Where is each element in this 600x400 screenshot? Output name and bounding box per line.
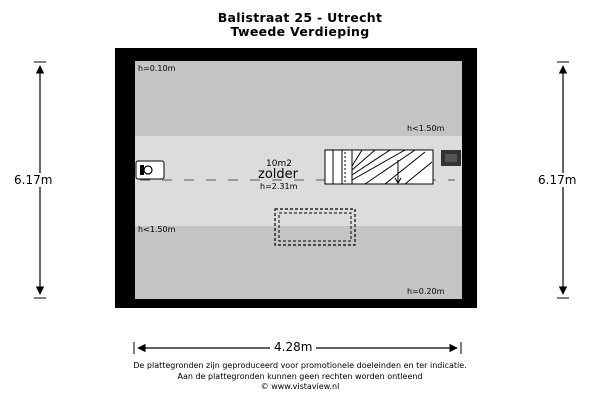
staircase (325, 150, 433, 184)
boiler-icon (136, 161, 164, 179)
room-area: 10m2 (266, 159, 292, 169)
footer-disclaimer (0, 361, 600, 393)
footer-line-1: De plattegronden zijn geproduceerd voor promotionele doeleinden en ter indicatie. (133, 361, 467, 370)
room-name: zolder (258, 167, 298, 182)
room-height: h=2.31m (260, 182, 298, 191)
footer-line-2: Aan de plattegronden kunnen geen rechten worden ontleend (177, 371, 423, 381)
height-label-upper-right: h<1.50m (407, 124, 445, 133)
bottom-dimension-label: 4.28m (270, 340, 316, 354)
height-label-lower-left: h<1.50m (138, 225, 176, 234)
height-label-bottom-right: h=0.20m (407, 287, 445, 296)
address-title: Balistraat 25 - Utrecht (217, 10, 383, 25)
right-dimension-label: 6.17m (538, 173, 577, 187)
left-dimension-label: 6.17m (14, 173, 53, 187)
height-label-top-left: h=0.10m (138, 64, 176, 73)
floor-title: Tweede Verdieping (230, 24, 370, 39)
footer-line-3: © www.vistaview.nl (260, 382, 340, 391)
